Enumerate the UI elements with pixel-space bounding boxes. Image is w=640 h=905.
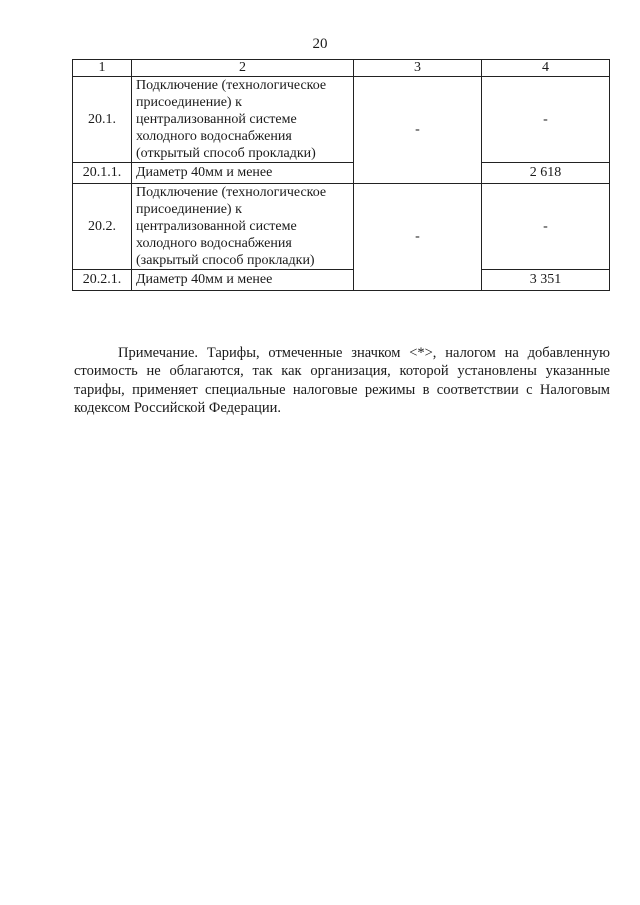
row-col4-value: - — [482, 184, 610, 270]
row-description: Подключение (технологическое присоединение) к централизованной системе холодного водоснабжения (закрытый способ прокладки) — [132, 184, 354, 270]
row-number: 20.2. — [73, 184, 132, 270]
row-col3-value: - — [354, 77, 482, 184]
header-col-4: 4 — [482, 60, 610, 77]
table-row — [73, 163, 610, 184]
row-description: Подключение (технологическое присоединение) к централизованной системе холодного водоснабжения (открытый способ прокладки) — [132, 77, 354, 163]
row-col3-value: - — [354, 184, 482, 291]
row-col4-value: - — [482, 77, 610, 163]
table-row — [73, 184, 610, 270]
row-number: 20.1.1. — [73, 163, 132, 184]
header-col-1: 1 — [73, 60, 132, 77]
table-row — [73, 270, 610, 291]
header-col-3: 3 — [354, 60, 482, 77]
page-number: 20 — [312, 36, 328, 52]
row-number: 20.1. — [73, 77, 132, 163]
row-description: Диаметр 40мм и менее — [132, 163, 354, 184]
note-paragraph: Примечание. Тарифы, отмеченные значком <*>, налогом на добавленную стоимость не облагаются, так как организация, которой установлены указанные тарифы, применяет специальные налоговые режимы в соответствии с Налоговым кодексом Российской Федерации. — [74, 344, 610, 416]
row-price: 3 351 — [482, 270, 610, 291]
header-col-2: 2 — [132, 60, 354, 77]
header-row — [73, 60, 610, 77]
table-row — [73, 77, 610, 163]
table-header — [73, 60, 610, 77]
tariff-table — [72, 59, 610, 291]
table-body — [73, 77, 610, 291]
row-description: Диаметр 40мм и менее — [132, 270, 354, 291]
row-number: 20.2.1. — [73, 270, 132, 291]
row-price: 2 618 — [482, 163, 610, 184]
